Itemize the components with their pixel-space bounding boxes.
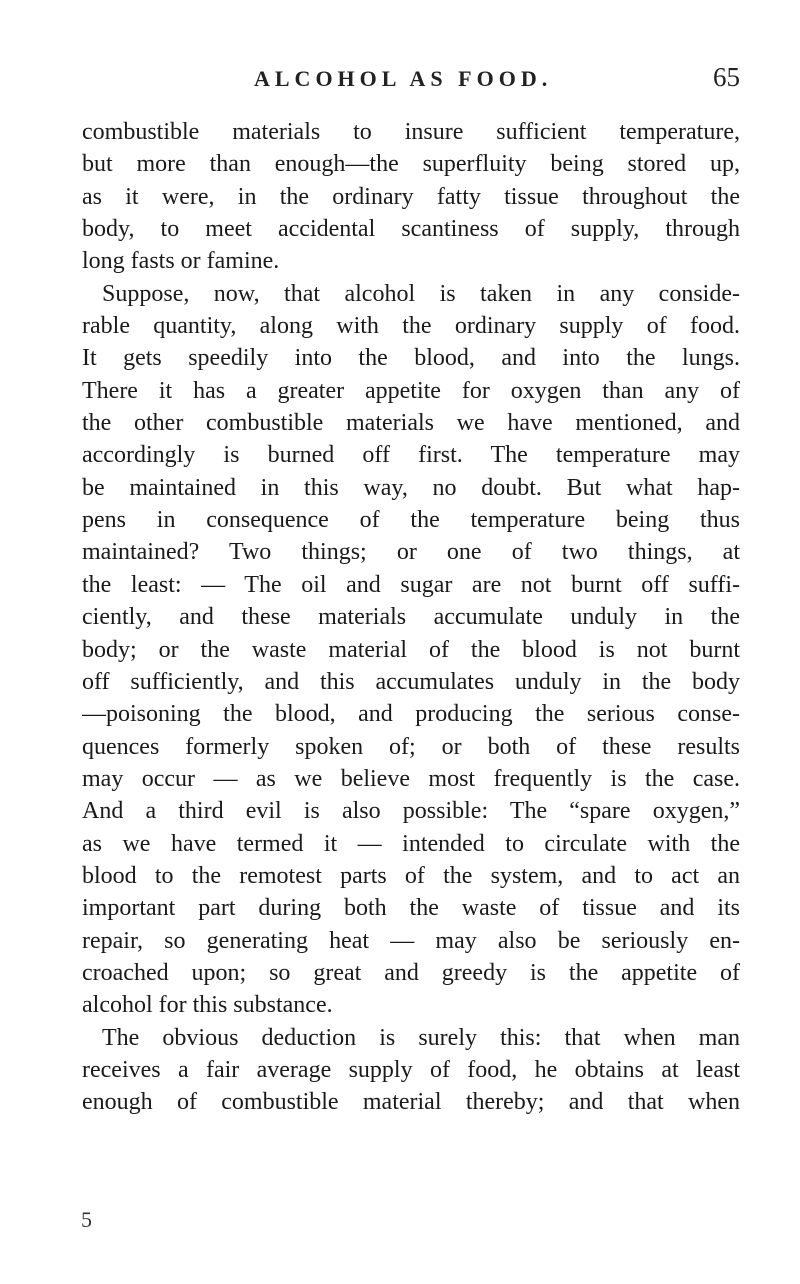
text-line: croached upon; so great and greedy is the appetite of bbox=[82, 959, 740, 986]
text-line: repair, so generating heat — may also be seriously en- bbox=[82, 927, 740, 954]
text-line: as it were, in the ordinary fatty tissue throughout the bbox=[82, 183, 740, 210]
text-line: as we have termed it — intended to circulate with the bbox=[82, 830, 740, 857]
page-number: 65 bbox=[713, 62, 740, 92]
text-line: —poisoning the blood, and producing the serious conse- bbox=[82, 701, 740, 728]
text-line: the other combustible materials we have mentioned, and bbox=[82, 410, 740, 437]
text-line: ciently, and these materials accumulate unduly in the bbox=[82, 604, 740, 631]
text-line: body, to meet accidental scantiness of supply, through bbox=[82, 216, 740, 243]
body-text bbox=[82, 116, 740, 1119]
text-line: the least: — The oil and sugar are not burnt off suffi- bbox=[82, 571, 740, 598]
text-line: rable quantity, along with the ordinary supply of food. bbox=[82, 313, 740, 340]
text-line: receives a fair average supply of food, he obtains at least bbox=[82, 1056, 740, 1083]
text-line: body; or the waste material of the blood is not burnt bbox=[82, 636, 740, 663]
text-line: long fasts or famine. bbox=[82, 248, 280, 275]
text-line: quences formerly spoken of; or both of these results bbox=[82, 733, 740, 760]
signature-mark: 5 bbox=[81, 1207, 92, 1232]
text-line: pens in consequence of the temperature being thus bbox=[82, 507, 740, 534]
running-title: ALCOHOL AS FOOD. bbox=[254, 66, 553, 91]
text-line: And a third evil is also possible: The “spare oxygen,” bbox=[82, 798, 740, 825]
text-line: but more than enough—the superfluity being stored up, bbox=[82, 151, 740, 178]
text-line: accordingly is burned off first. The temperature may bbox=[82, 442, 740, 469]
text-line: off sufficiently, and this accumulates unduly in the body bbox=[82, 668, 740, 695]
text-line: important part during both the waste of tissue and its bbox=[82, 895, 740, 922]
text-line: maintained? Two things; or one of two things, at bbox=[82, 539, 740, 566]
running-head bbox=[82, 62, 740, 102]
text-line: alcohol for this substance. bbox=[82, 992, 333, 1019]
text-line: It gets speedily into the blood, and into the lungs. bbox=[82, 345, 740, 372]
text-line: be maintained in this way, no doubt. But what hap- bbox=[82, 474, 740, 501]
text-line: Suppose, now, that alcohol is taken in any conside- bbox=[102, 280, 740, 307]
text-line: The obvious deduction is surely this: that when man bbox=[102, 1024, 740, 1051]
text-line: enough of combustible material thereby; and that when bbox=[82, 1089, 740, 1116]
text-line: combustible materials to insure sufficient temperature, bbox=[82, 119, 740, 145]
text-line: There it has a greater appetite for oxygen than any of bbox=[82, 377, 740, 404]
text-line: may occur — as we believe most frequently is the case. bbox=[82, 765, 740, 792]
text-line: blood to the remotest parts of the system, and to act an bbox=[82, 862, 740, 889]
